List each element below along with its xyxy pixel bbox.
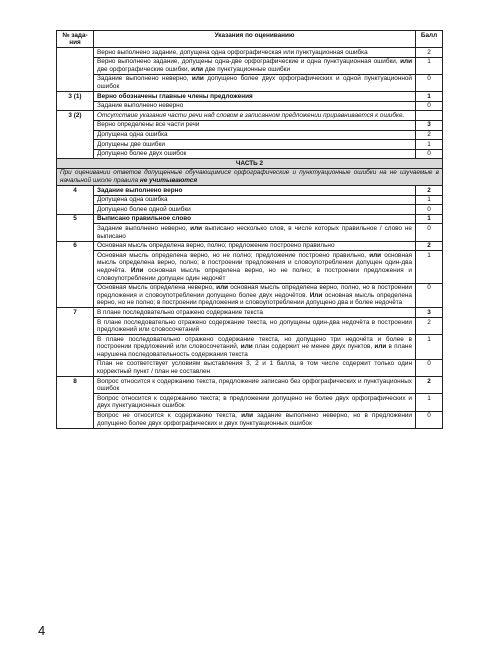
points-value: 1 [416, 92, 443, 102]
table-row [57, 214, 443, 224]
criterion-text: Вопрос не относится к содержанию текста, или задание выполнено неверно, но в предложении допущено более двух орфографических и двух пунктуационных ошибок [94, 411, 416, 428]
note-text: Отсутствие указания части речи над словом в записанном предложении приравнивается к ошибке. [94, 111, 416, 121]
points-value: 2 [416, 130, 443, 140]
points-value: 0 [416, 359, 443, 376]
table-row [57, 283, 443, 308]
criterion-text: Задание выполнено верно [94, 186, 416, 196]
part-title: ЧАСТЬ 2 [57, 159, 443, 169]
criterion-text: Допущено более двух ошибок [94, 149, 416, 159]
points-value: 0 [416, 149, 443, 159]
criterion-text: Допущены две ошибки [94, 140, 416, 150]
criterion-text: Задание выполнено неверно [94, 101, 416, 111]
table-header-row [57, 31, 443, 48]
points-value: 0 [416, 224, 443, 241]
points-value: 3 [416, 308, 443, 318]
points-value: 1 [416, 214, 443, 224]
criterion-text: В плане последовательно отражено содержание текста, но допущено три недочёта и более в построении предложений или словосочетаний, или план содержит не менее двух пунктов, или в плане нарушена последовательность содержания текста [94, 335, 416, 360]
table-row [57, 48, 443, 58]
table-row [57, 394, 443, 411]
task-number: 6 [57, 241, 94, 308]
part-rule-row [57, 168, 443, 185]
table-row [57, 140, 443, 150]
points-value: 2 [416, 318, 443, 335]
points-value: 1 [416, 335, 443, 360]
table-row [57, 411, 443, 428]
task-number: 8 [57, 377, 94, 429]
criterion-text: Основная мысль определена неверно, или основная мысль определена верно, полно, но в построении предложения и словоупотреблении допущено более двух недочётов. Или основная мысль определена верно, но не полно; в построении предложения и словоупотреблении допущено два и более недочёта [94, 283, 416, 308]
task-number-cell [57, 48, 94, 92]
criterion-text: Верно определены все части речи [94, 120, 416, 130]
criterion-text: Допущена одна ошибка [94, 195, 416, 205]
points-value: 2 [416, 377, 443, 394]
points-value: 1 [416, 57, 443, 74]
points-value: 1 [416, 394, 443, 411]
task-number: 4 [57, 186, 94, 215]
table-row [57, 149, 443, 159]
points-value: 0 [416, 283, 443, 308]
header-points: Балл [416, 31, 443, 48]
criterion-text: Допущено более одной ошибки [94, 205, 416, 215]
table-row [57, 74, 443, 91]
table-row [57, 111, 443, 121]
points-value: 1 [416, 140, 443, 150]
table-row [57, 101, 443, 111]
table-row [57, 205, 443, 215]
table-row [57, 130, 443, 140]
criterion-text: Задание выполнено неверно, или допущено более двух орфографических и одной пунктуационной ошибок [94, 74, 416, 91]
criterion-text: Основная мысль определена верно, полно; предложение построено правильно [94, 241, 416, 251]
points-value: 3 [416, 120, 443, 130]
table-row [57, 308, 443, 318]
points-value: 0 [416, 101, 443, 111]
table-row [57, 359, 443, 376]
points-value: 2 [416, 241, 443, 251]
table-row [57, 195, 443, 205]
table-row [57, 241, 443, 251]
points-value: 1 [416, 195, 443, 205]
criterion-text: В плане последовательно отражено содержание текста [94, 308, 416, 318]
criterion-text: Основная мысль определена верно, но не полно; предложение построено правильно, или основная мысль определена верно, полно; в построении предложения и словоупотреблении допущен один-два недочёта. Или основная мысль определена верно, но не полно; в построении предложения и словоупотреблении допущен один недочёт [94, 251, 416, 283]
criterion-text: В плане последовательно отражено содержание текста, но допущены один-два недочёта в построении предложений или словосочетаний [94, 318, 416, 335]
points-value: 0 [416, 411, 443, 428]
points-value: 2 [416, 186, 443, 196]
criterion-text: План не соответствует условиям выставления 3, 2 и 1 балла, в том числе содержит только один корректный пункт / план не составлен [94, 359, 416, 376]
part-header-row [57, 159, 443, 169]
criterion-text: Задание выполнено неверно, или выписано несколько слов, в числе которых правильное / слово не выписано [94, 224, 416, 241]
table-row [57, 318, 443, 335]
criterion-text: Вопрос относится к содержанию текста, предложение записано без орфографических и пунктуационных ошибок [94, 377, 416, 394]
table-row [57, 57, 443, 74]
table-row [57, 120, 443, 130]
table-row [57, 224, 443, 241]
part-rule-text: При оценивании ответов допущенные обучающимися орфографические и пунктуационные ошибки на не изучаемые в начальной школе правила не учитываются [57, 168, 443, 185]
grading-table [56, 30, 443, 429]
task-number: 5 [57, 214, 94, 241]
task-number: 7 [57, 308, 94, 377]
points-value: 1 [416, 251, 443, 283]
table-row [57, 92, 443, 102]
header-task-number: № зада-ния [57, 31, 94, 48]
table-row [57, 335, 443, 360]
criterion-text: Выписано правильное слово [94, 214, 416, 224]
criterion-text: Вопрос относится к содержанию текста; в предложении допущено не более двух орфографических и двух пунктуационных ошибок [94, 394, 416, 411]
header-criteria: Указания по оцениванию [94, 31, 416, 48]
criterion-text: Верно выполнено задание, допущены одна-две орфографические и одна пунктуационная ошибки, или две орфографические ошибки, или две пунктуационные ошибки [94, 57, 416, 74]
points-value: 0 [416, 205, 443, 215]
task-number: 3 (2) [57, 111, 94, 159]
criterion-text: Допущена одна ошибка [94, 130, 416, 140]
table-row [57, 377, 443, 394]
page-number: 4 [38, 623, 46, 638]
criterion-text: Верно обозначены главные члены предложения [94, 92, 416, 102]
points-empty [416, 111, 443, 121]
points-value: 2 [416, 48, 443, 58]
table-row [57, 186, 443, 196]
table-row [57, 251, 443, 283]
task-number: 3 (1) [57, 92, 94, 111]
criterion-text: Верно выполнено задание, допущена одна орфографическая или пунктуационная ошибка [94, 48, 416, 58]
points-value: 0 [416, 74, 443, 91]
